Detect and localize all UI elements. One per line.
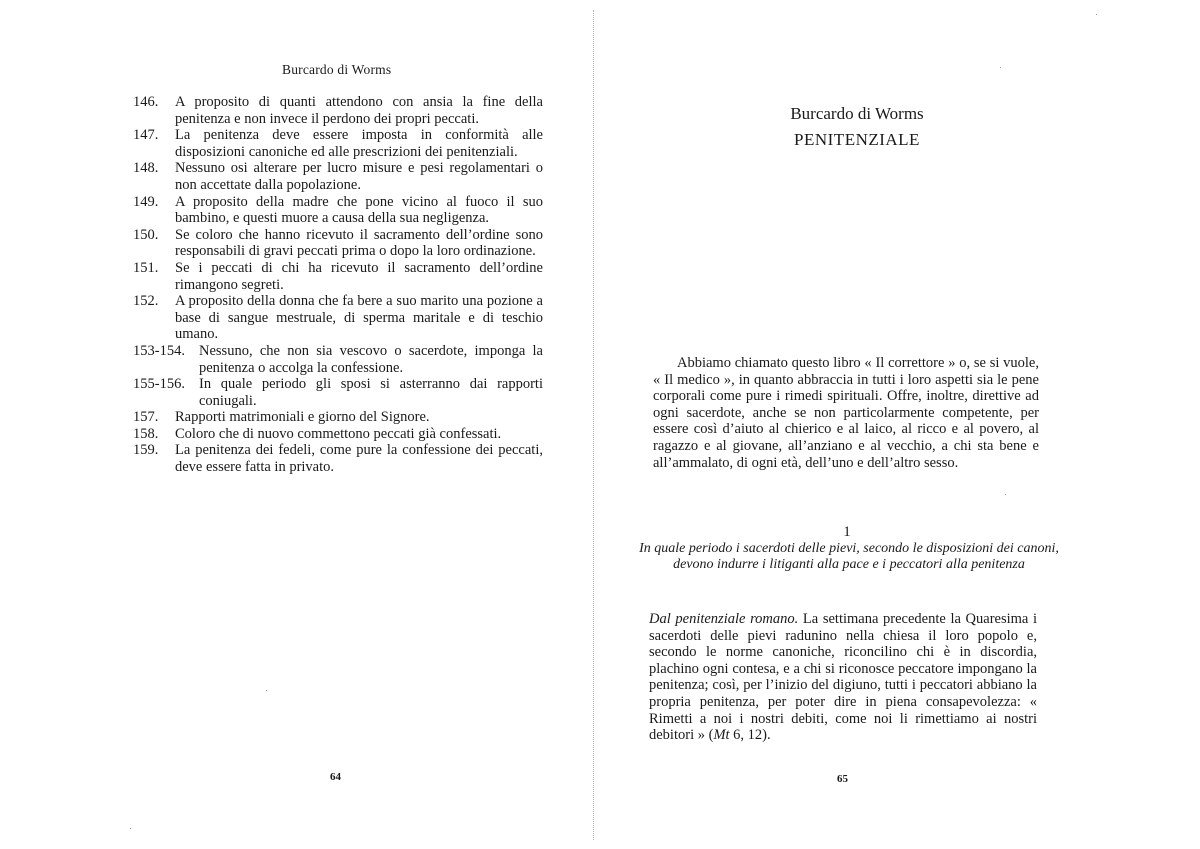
chapter-list-text: Nessuno osi alterare per lucro misure e pesi regolamentari o non accettate dalla popolazione. [175,160,543,193]
chapter-title: In quale periodo i sacerdoti delle pievi, secondo le disposizioni dei canoni, devono indurre i litiganti alla pace e i peccatori alla penitenza [639,541,1059,572]
chapter-list-text: A proposito di quanti attendono con ansia la fine della penitenza e non invece il perdono dei propri peccati. [175,94,543,127]
chapter-list-text: In quale periodo gli sposi si asterranno dai rapporti coniugali. [199,376,543,409]
chapter-list-number: 152. [133,293,159,310]
chapter-list-item [133,426,543,443]
chapter-list-text: La penitenza deve essere imposta in conformità alle disposizioni canoniche ed alle prescrizioni dei penitenziali. [175,127,543,160]
chapter-list-text: Rapporti matrimoniali e giorno del Signore. [175,409,430,426]
book-author: Burcardo di Worms [790,104,924,123]
scan-speck [1005,494,1006,495]
chapter-list-item [133,127,543,160]
chapter-body [649,611,1037,744]
right-page [597,0,1200,849]
chapter-list-text: A proposito della madre che pone vicino al fuoco il suo bambino, e questi muore a causa della sua negligenza. [175,193,543,227]
chapter-list [133,94,543,476]
book-title: PENITENZIALE [794,130,920,149]
chapter-list-text: Se i peccati di chi ha ricevuto il sacramento dell’ordine rimangono segreti. [175,259,543,293]
chapter-number: 1 [843,524,851,540]
chapter-list-item [133,376,543,409]
chapter-list-number: 157. [133,409,159,426]
chapter-list-number: 159. [133,442,159,459]
page-number-right: 65 [837,773,848,785]
chapter-list-text: La penitenza dei fedeli, come pure la confessione dei peccati, deve essere fatta in privato. [175,442,543,476]
chapter-list-text: Se coloro che hanno ricevuto il sacramento dell’ordine sono responsabili di gravi peccati prima o dopo la loro ordinazione. [175,226,543,260]
chapter-list-text: Nessuno, che non sia vescovo o sacerdote, imponga la penitenza o accolga la confessione. [199,342,543,376]
chapter-list-item [133,343,543,376]
chapter-list-number: 147. [133,127,159,144]
chapter-list-number: 150. [133,226,159,243]
chapter-list-item [133,260,543,293]
intro-paragraph: Abbiamo chiamato questo libro « Il correttore » o, se si vuole, « Il medico », in quanto abbraccia in tutti i loro aspetti sia le pene corporali come pure i rimedi spirituali. Offre, inoltre, direttive ad ogni sacerdote, anche se non particolarmente competente, per essere così d’aiuto al chierico e al laico, al ricco e al povero, al ragazzo e al giovane, all’anziano e al vecchio, a chi sta bene e all’ammalato, di ogni età, dell’uno e dell’altro sesso. [653,355,1039,471]
chapter-list-number: 153-154. [133,342,185,359]
chapter-list-number: 158. [133,425,159,442]
citation-ref: 6, 12). [729,727,771,744]
chapter-list-item [133,442,543,475]
chapter-list-item [133,94,543,127]
chapter-list-item [133,409,543,426]
chapter-source: Dal penitenziale romano. [649,611,799,627]
scan-speck [130,828,131,829]
citation-book: Mt [713,727,730,744]
scan-speck [1096,14,1097,15]
chapter-list-text: Coloro che di nuovo commettono peccati già confessati. [175,425,502,442]
chapter-list-number: 149. [133,193,159,210]
chapter-list-item [133,227,543,260]
chapter-list-item [133,160,543,193]
chapter-text: La settimana precedente la Quaresima i sacerdoti delle pievi radunino nella chiesa il loro popolo e, secondo le norme canoniche, riconcilino chi è in discordia, plachino ogni contesa, e a chi si riconosce peccatore impongano la penitenza; così, per l’inizio del digiuno, tutti i peccatori abbiano la propria penitenza, per poter dire in piena consapevolezza: « Rimetti a noi i nostri debiti, come noi li rimettiamo ai nostri debitori » ( [649,611,1038,744]
chapter-list-number: 148. [133,160,159,177]
chapter-list-number: 146. [133,94,159,110]
chapter-list-item [133,194,543,227]
chapter-list-number: 151. [133,259,159,276]
left-page [0,0,597,849]
scan-speck [266,690,267,691]
running-head: Burcardo di Worms [282,62,392,77]
chapter-list-item [133,293,543,343]
page-number-left: 64 [330,771,341,783]
chapter-list-text: A proposito della donna che fa bere a suo marito una pozione a base di sangue mestruale, di sperma maritale e di teschio umano. [175,293,543,343]
scan-speck [1000,67,1001,68]
chapter-list-number: 155-156. [133,376,185,393]
